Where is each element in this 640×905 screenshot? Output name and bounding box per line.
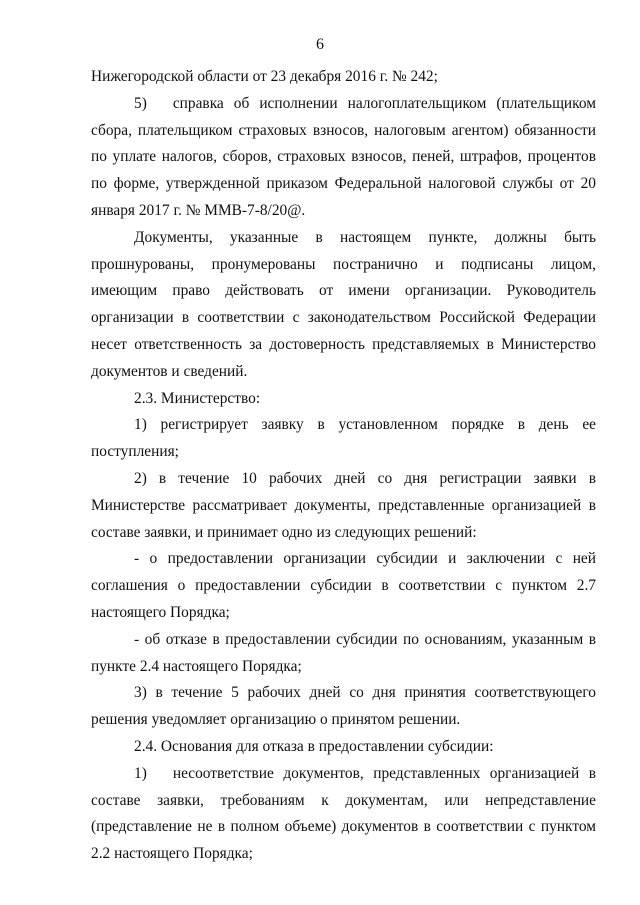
item-text: несоответствие документов, представленных организацией в составе заявки, требованиям к документам, или непредставление (представление не в полном объеме) документов в соответствии с пунктом 2.2 настоящего Порядка; [91, 764, 596, 863]
paragraph-region-line: Нижегородской области от 23 декабря 2016 г. № 242; [91, 68, 438, 85]
page-number: 6 [316, 36, 324, 53]
section-heading-2-3: 2.3. Министерство: [134, 389, 261, 407]
paragraph-decision-grant: - о предоставлении организации субсидии и заключении с ней соглашения о предоставлении субсидии в соответствии с пунктом 2.7 настоящего Порядка; [91, 550, 596, 621]
section-heading-2-4: 2.4. Основания для отказа в предоставлении субсидии: [134, 737, 494, 755]
paragraph-documents-requirements: Документы, указанные в настоящем пункте, должны быть прошнурованы, пронумерованы постранично и подписаны лицом, имеющим право действовать от имени организации. Руководитель организации в соответствии с законодательством Российской Федерации несет ответственность за достоверность представляемых в Министерство документов и сведений. [91, 228, 596, 380]
paragraph-2-3-item-2: 2) в течение 10 рабочих дней со дня регистрации заявки в Министерстве рассматривает документы, представленные организацией в составе заявки, и принимает одно из следующих решений: [91, 469, 596, 541]
paragraph-2-3-item-1: 1) регистрирует заявку в установленном порядке в день ее поступления; [91, 416, 596, 461]
paragraph-item-5 [91, 91, 596, 225]
item-number: 1) [134, 764, 147, 782]
paragraph-2-3-item-3: 3) в течение 5 рабочих дней со дня принятия соответствующего решения уведомляет организацию о принятом решении. [91, 684, 596, 729]
paragraph-2-4-item-1 [91, 761, 596, 868]
paragraph-decision-refusal: - об отказе в предоставлении субсидии по основаниям, указанным в пункте 2.4 настоящего Порядка; [91, 630, 596, 675]
item-number: 5) [134, 94, 147, 112]
document-body [91, 64, 596, 868]
item-text: справка об исполнении налогоплательщиком (плательщиком сбора, плательщиком страховых взносов, налоговым агентом) обязанности по уплате налогов, сборов, страховых взносов, пеней, штрафов, процентов по форме, утвержденной приказом Федеральной налоговой службы от 20 января 2017 г. № ММВ-7-8/20@. [91, 94, 596, 219]
